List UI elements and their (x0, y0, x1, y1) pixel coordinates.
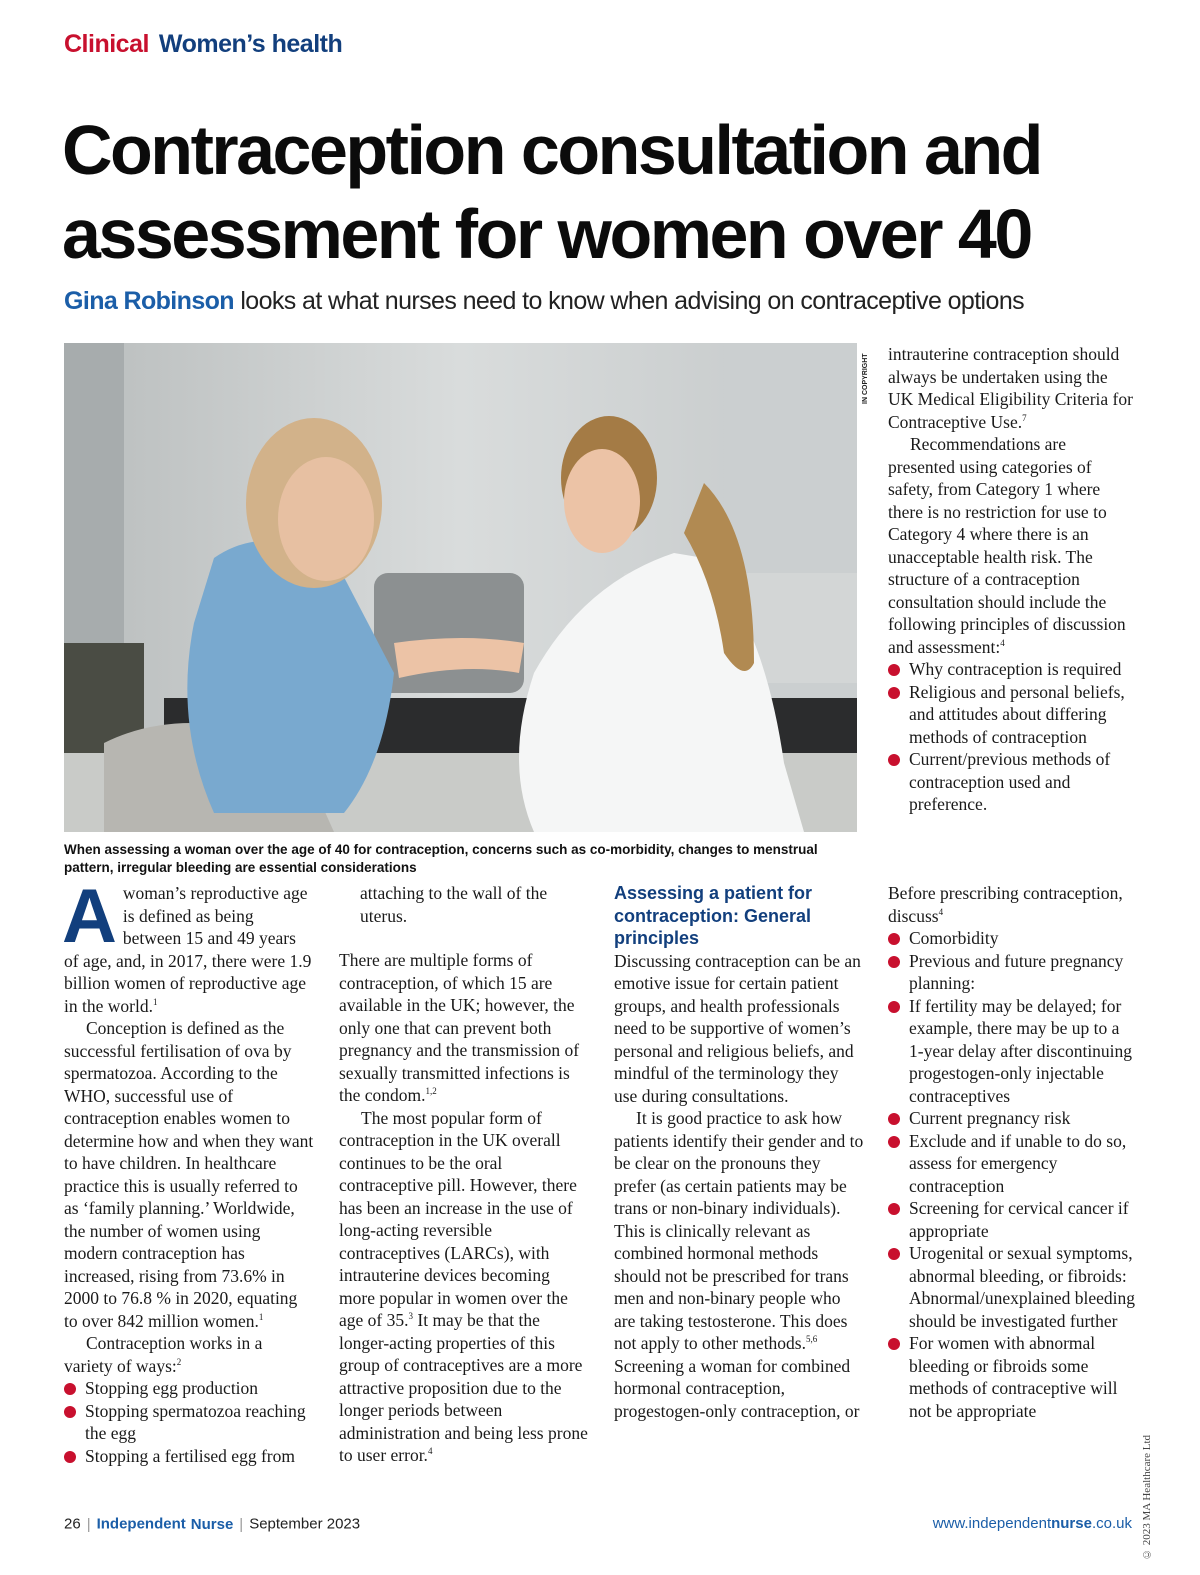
bullet-text: Religious and personal beliefs, and attitudes about differing methods of contraception (909, 681, 1125, 747)
bullet-list (888, 927, 1136, 1422)
bullet-text: Current/previous methods of contraception used and preference. (909, 749, 1111, 814)
bullet-dot-icon (888, 1203, 900, 1215)
bullet-text: Previous and future pregnancy planning: (909, 950, 1124, 993)
column-4-lower (888, 882, 1136, 1422)
paragraph-text: Before prescribing contraception, discuss (888, 883, 1123, 926)
paragraph-gap (339, 927, 589, 949)
column-1 (62, 874, 314, 1467)
paragraph-text: It may be that the longer-acting properties of this group of contraceptives are a more attractive proposition due to the longer periods between administration and being less prone to user error. (339, 1310, 588, 1465)
bullet-dot-icon (64, 1451, 76, 1463)
bullet-dot-icon (888, 933, 900, 945)
paragraph: Screening a woman for combined hormonal contraception, progestogen-only contraception, or (614, 1355, 860, 1421)
paragraph-text: Conception is defined as the successful fertilisation of ova by spermatozoa. According to the WHO, successful use of contraception enables women to determine how and when they want to have children. In healthcare practice this is usually referred to as ‘family planning.’ Worldwide, the number of women using modern contraception has increased, rising from 73.6% in 2000 to 76.8 % in 2020, equating to over 842 million women. (64, 1018, 314, 1331)
paragraph-text: There are multiple forms of contraception, of which 15 are available in the UK; however, the only one that can prevent both pregnancy and the transmission of sexually transmitted infections is the condom. (339, 950, 580, 1105)
paragraph (339, 1107, 589, 1467)
bullet-text: Why contraception is required (909, 659, 1122, 679)
column-2 (339, 882, 589, 1467)
section-label: Clinical (64, 30, 149, 58)
bullet-text: Stopping egg production (85, 1378, 259, 1398)
bullet-item (888, 995, 1136, 1108)
photo-credit: IN COPYRIGHT (862, 353, 869, 404)
bullet-text: Exclude and if unable to do so, assess for emergency contraception (909, 1130, 1127, 1196)
paragraph-text: Contraception works in a variety of ways: (64, 1333, 263, 1376)
paragraph-text: intrauterine contraception should always be undertaken using the UK Medical Eligibility Criteria for Contraceptive Use. (888, 344, 1133, 432)
page-footer (64, 1515, 1132, 1537)
ref-marker: 2 (176, 1356, 182, 1367)
bullet-dot-icon (888, 664, 900, 676)
ref-marker: 1 (152, 996, 158, 1007)
url-bold: nurse (1051, 1515, 1092, 1532)
bullet-item (888, 950, 1136, 995)
ref-marker: 3 (408, 1311, 413, 1322)
paragraph (888, 882, 1136, 927)
bullet-text: Stopping spermatozoa reaching the egg (85, 1400, 306, 1443)
bullet-item (888, 681, 1136, 749)
photo-caption: When assessing a woman over the age of 40 for contraception, concerns such as co-morbidity, changes to menstrual pattern, irregular bleeding are essential considerations (64, 842, 818, 875)
bullet-text: Screening for cervical cancer if appropriate (909, 1198, 1129, 1241)
bullet-item (888, 748, 1136, 816)
paragraph-continuation: attaching to the wall of the uterus. (360, 883, 548, 926)
ref-marker: 4 (938, 906, 944, 917)
bullet-dot-icon (888, 1113, 900, 1125)
author-name: Gina Robinson (64, 287, 234, 315)
bullet-dot-icon (888, 1136, 900, 1148)
paragraph-text: The most popular form of contraception in the UK overall continues to be the oral contraceptive pill. However, there has been an increase in the use of long-acting reversible contraceptives (LARCs), with intrauterine devices becoming more popular in women over the age of 35. (339, 1107, 577, 1330)
bullet-text: For women with abnormal bleeding or fibroids some methods of contraceptive will not be appropriate (909, 1333, 1118, 1421)
bullet-dot-icon (888, 1001, 900, 1013)
ref-marker: 1 (258, 1311, 264, 1322)
website-link[interactable] (933, 1515, 1132, 1532)
bullet-list (64, 1377, 314, 1467)
bullet-text: Stopping a fertilised egg from (85, 1445, 295, 1466)
drop-cap: A (62, 874, 117, 959)
bullet-item (888, 1107, 1136, 1130)
bullet-item (888, 1130, 1136, 1198)
issue-date: September 2023 (249, 1515, 361, 1533)
section-header (64, 30, 342, 59)
paragraph-text: It is good practice to ask how patients identify their gender and to be clear on the pronouns they prefer (as certain patients may be trans or non-binary individuals). This is clinically relevant as combined hormonal methods should not be prescribed for trans men and non-binary people who are taking testosterone. This does not apply to other methods. (614, 1108, 864, 1353)
bullet-item (64, 1445, 314, 1468)
bullet-dot-icon (64, 1383, 76, 1395)
publication-name-second: Nurse (190, 1515, 234, 1533)
footer-separator: | (86, 1515, 91, 1533)
paragraph-text: Recommendations are presented using categories of safety, from Category 1 where there is no restriction for use to Category 4 where there is an unacceptable health risk. The structure of a contraception consultation should include the following principles of discussion and assessment: (888, 434, 1126, 657)
ref-marker: 5,6 (806, 1334, 818, 1345)
bullet-dot-icon (888, 1248, 900, 1260)
bullet-item (888, 1242, 1136, 1332)
paragraph (888, 343, 1136, 433)
paragraph: Discussing contraception can be an emotive issue for certain patient groups, and health professionals need to be supportive of women’s personal and religious beliefs, and mindful of the terminology they use during consultations. (614, 950, 861, 1106)
bullet-dot-icon (888, 687, 900, 699)
bullet-item (888, 1332, 1136, 1422)
url-suffix: .co.uk (1091, 1515, 1132, 1532)
bullet-list (888, 658, 1136, 816)
bullet-text: Comorbidity (909, 928, 999, 948)
subheading: Assessing a patient for contraception: General principles (614, 883, 813, 948)
bullet-text: If fertility may be delayed; for example, there may be up to a 1-year delay after discontinuing progestogen-only injectable contraceptives (909, 995, 1133, 1106)
paragraph (888, 433, 1136, 658)
subsection-label: Women’s health (158, 30, 343, 58)
bullet-item (888, 1197, 1136, 1242)
intro-paragraph (62, 874, 314, 1017)
bullet-dot-icon (64, 1406, 76, 1418)
ref-marker: 7 (1022, 412, 1027, 423)
ref-marker: 1,2 (425, 1086, 437, 1097)
url-prefix: www.independent (932, 1515, 1052, 1532)
bullet-item (64, 1377, 314, 1400)
bullet-item (888, 927, 1136, 950)
intro-text: woman’s reproductive age is defined as being between 15 and 49 years of age, and, in 2017, there were 1.9 billion women of reproductive age in the world. (64, 883, 312, 1016)
bullet-dot-icon (888, 754, 900, 766)
bullet-text: Urogenital or sexual symptoms, abnormal bleeding, or fibroids: Abnormal/unexplained bleeding should be investigated further (909, 1243, 1135, 1331)
ref-marker: 4 (427, 1446, 433, 1457)
bullet-dot-icon (888, 956, 900, 968)
copyright-notice: © 2023 MA Healthcare Ltd (1141, 1434, 1153, 1560)
consultation-photo-illustration (64, 343, 857, 832)
bullet-dot-icon (888, 1338, 900, 1350)
bullet-item (888, 658, 1136, 681)
footer-separator: | (239, 1515, 244, 1533)
paragraph (339, 949, 589, 1107)
paragraph (64, 1017, 314, 1332)
bullet-text: Current pregnancy risk (909, 1108, 1071, 1128)
paragraph (614, 1107, 866, 1355)
bullet-item (64, 1400, 314, 1445)
standfirst (64, 287, 1164, 316)
column-3 (614, 882, 866, 1422)
standfirst-text: looks at what nurses need to know when advising on contraceptive options (233, 287, 1025, 315)
paragraph (64, 1332, 314, 1377)
article-photo (64, 343, 857, 832)
page-number: 26 (64, 1515, 81, 1533)
article-title: Contraception consultation and assessment for women over 40 (62, 111, 1041, 273)
publication-name-first: Independent (96, 1515, 186, 1533)
column-4 (888, 343, 1136, 816)
ref-marker: 4 (1000, 637, 1005, 648)
